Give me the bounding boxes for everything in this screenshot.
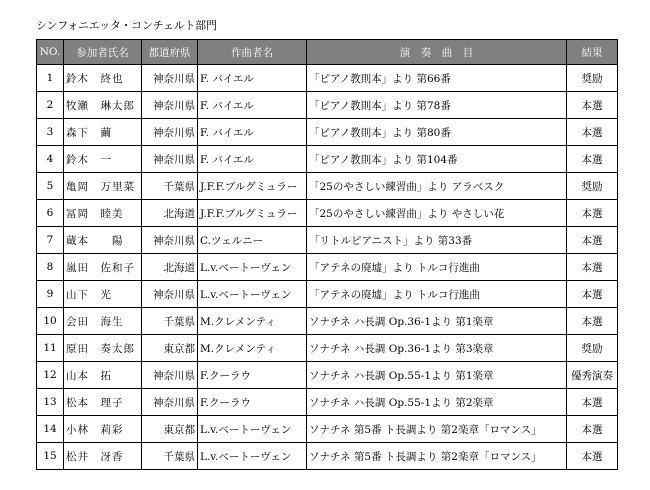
table-row [37,281,618,308]
cell-prefecture: 神奈川県 [142,65,198,92]
cell-name: 鈴木 一 [64,146,142,173]
cell-no: 11 [37,335,64,362]
cell-no: 15 [37,443,64,470]
cell-composer: M.クレメンティ [198,335,307,362]
cell-prefecture: 北海道 [142,254,198,281]
cell-no: 9 [37,281,64,308]
cell-result: 優秀演奏 [567,362,618,389]
cell-prefecture: 千葉県 [142,308,198,335]
cell-prefecture: 神奈川県 [142,146,198,173]
cell-name: 山下 光 [64,281,142,308]
cell-piece: 「アテネの廃墟」より トルコ行進曲 [307,281,567,308]
cell-result: 奨励 [567,173,618,200]
cell-composer: C.ツェルニー [198,227,307,254]
cell-composer: J.F.F.ブルグミュラー [198,173,307,200]
header-piece: 演 奏 曲 目 [307,40,567,65]
table-row [37,254,618,281]
cell-result: 本選 [567,146,618,173]
cell-piece: 「ピアノ教則本」より 第80番 [307,119,567,146]
cell-result: 本選 [567,200,618,227]
header-name: 参加者氏名 [64,40,142,65]
cell-no: 14 [37,416,64,443]
cell-name: 亀岡 万里菜 [64,173,142,200]
table-row [37,200,618,227]
header-result: 結果 [567,40,618,65]
table-row [37,308,618,335]
cell-name: 原田 奏太郎 [64,335,142,362]
cell-no: 6 [37,200,64,227]
cell-composer: L.v.ベートーヴェン [198,416,307,443]
cell-composer: F. バイエル [198,146,307,173]
cell-piece: ソナチネ ハ長調 Op.55-1より 第1楽章 [307,362,567,389]
cell-piece: 「リトルピアニスト」より 第33番 [307,227,567,254]
cell-name: 山本 拓 [64,362,142,389]
cell-prefecture: 東京都 [142,416,198,443]
cell-no: 7 [37,227,64,254]
cell-piece: 「アテネの廃墟」より トルコ行進曲 [307,254,567,281]
cell-prefecture: 神奈川県 [142,119,198,146]
cell-no: 3 [37,119,64,146]
cell-composer: F. バイエル [198,92,307,119]
cell-prefecture: 東京都 [142,335,198,362]
table-row [37,443,618,470]
table-row [37,92,618,119]
cell-piece: 「25のやさしい練習曲」より アラベスク [307,173,567,200]
cell-result: 本選 [567,443,618,470]
cell-prefecture: 神奈川県 [142,227,198,254]
cell-no: 8 [37,254,64,281]
cell-name: 嵐田 佐和子 [64,254,142,281]
cell-composer: J.F.F.ブルグミュラー [198,200,307,227]
cell-no: 5 [37,173,64,200]
cell-composer: F.クーラウ [198,389,307,416]
cell-composer: L.v.ベートーヴェン [198,254,307,281]
section-title: シンフォニエッタ・コンチェルト部門 [36,19,217,32]
cell-piece: ソナチネ 第5番 ト長調より 第2楽章「ロマンス」 [307,416,567,443]
cell-composer: F. バイエル [198,65,307,92]
cell-piece: 「ピアノ教則本」より 第66番 [307,65,567,92]
cell-name: 牧瀬 琳太郎 [64,92,142,119]
table-row [37,146,618,173]
cell-name: 小林 莉彩 [64,416,142,443]
table-row [37,335,618,362]
cell-piece: ソナチネ ハ長調 Op.36-1より 第1楽章 [307,308,567,335]
header-prefecture: 都道府県 [142,40,198,65]
cell-no: 10 [37,308,64,335]
cell-name: 冨岡 睦美 [64,200,142,227]
cell-composer: L.v.ベートーヴェン [198,443,307,470]
table-row [37,119,618,146]
cell-composer: L.v.ベートーヴェン [198,281,307,308]
results-table [36,39,618,470]
cell-name: 会田 海生 [64,308,142,335]
cell-prefecture: 神奈川県 [142,281,198,308]
cell-no: 1 [37,65,64,92]
table-row [37,227,618,254]
cell-result: 本選 [567,416,618,443]
cell-prefecture: 北海道 [142,200,198,227]
cell-prefecture: 神奈川県 [142,389,198,416]
cell-result: 本選 [567,119,618,146]
cell-result: 本選 [567,389,618,416]
cell-composer: M.クレメンティ [198,308,307,335]
cell-name: 松井 冴香 [64,443,142,470]
cell-composer: F. バイエル [198,119,307,146]
cell-result: 奨励 [567,65,618,92]
cell-no: 2 [37,92,64,119]
cell-result: 奨励 [567,335,618,362]
cell-name: 松本 理子 [64,389,142,416]
cell-composer: F.クーラウ [198,362,307,389]
cell-piece: ソナチネ 第5番 ト長調より 第2楽章「ロマンス」 [307,443,567,470]
cell-prefecture: 神奈川県 [142,362,198,389]
cell-piece: 「ピアノ教則本」より 第104番 [307,146,567,173]
cell-name: 森下 繭 [64,119,142,146]
cell-no: 12 [37,362,64,389]
cell-result: 本選 [567,227,618,254]
header-no: NO. [37,40,64,65]
cell-result: 本選 [567,92,618,119]
table-row [37,416,618,443]
table-row [37,65,618,92]
cell-piece: 「25のやさしい練習曲」より やさしい花 [307,200,567,227]
cell-result: 本選 [567,281,618,308]
header-composer: 作曲者名 [198,40,307,65]
cell-piece: ソナチネ ハ長調 Op.36-1より 第3楽章 [307,335,567,362]
header-row [37,40,618,65]
cell-prefecture: 神奈川県 [142,92,198,119]
table-row [37,389,618,416]
cell-result: 本選 [567,254,618,281]
cell-piece: ソナチネ ハ長調 Op.55-1より 第2楽章 [307,389,567,416]
cell-no: 13 [37,389,64,416]
cell-name: 蔵本 陽 [64,227,142,254]
cell-prefecture: 千葉県 [142,443,198,470]
cell-result: 本選 [567,308,618,335]
cell-no: 4 [37,146,64,173]
cell-name: 鈴木 終也 [64,65,142,92]
table-row [37,173,618,200]
table-row [37,362,618,389]
cell-prefecture: 千葉県 [142,173,198,200]
cell-piece: 「ピアノ教則本」より 第78番 [307,92,567,119]
